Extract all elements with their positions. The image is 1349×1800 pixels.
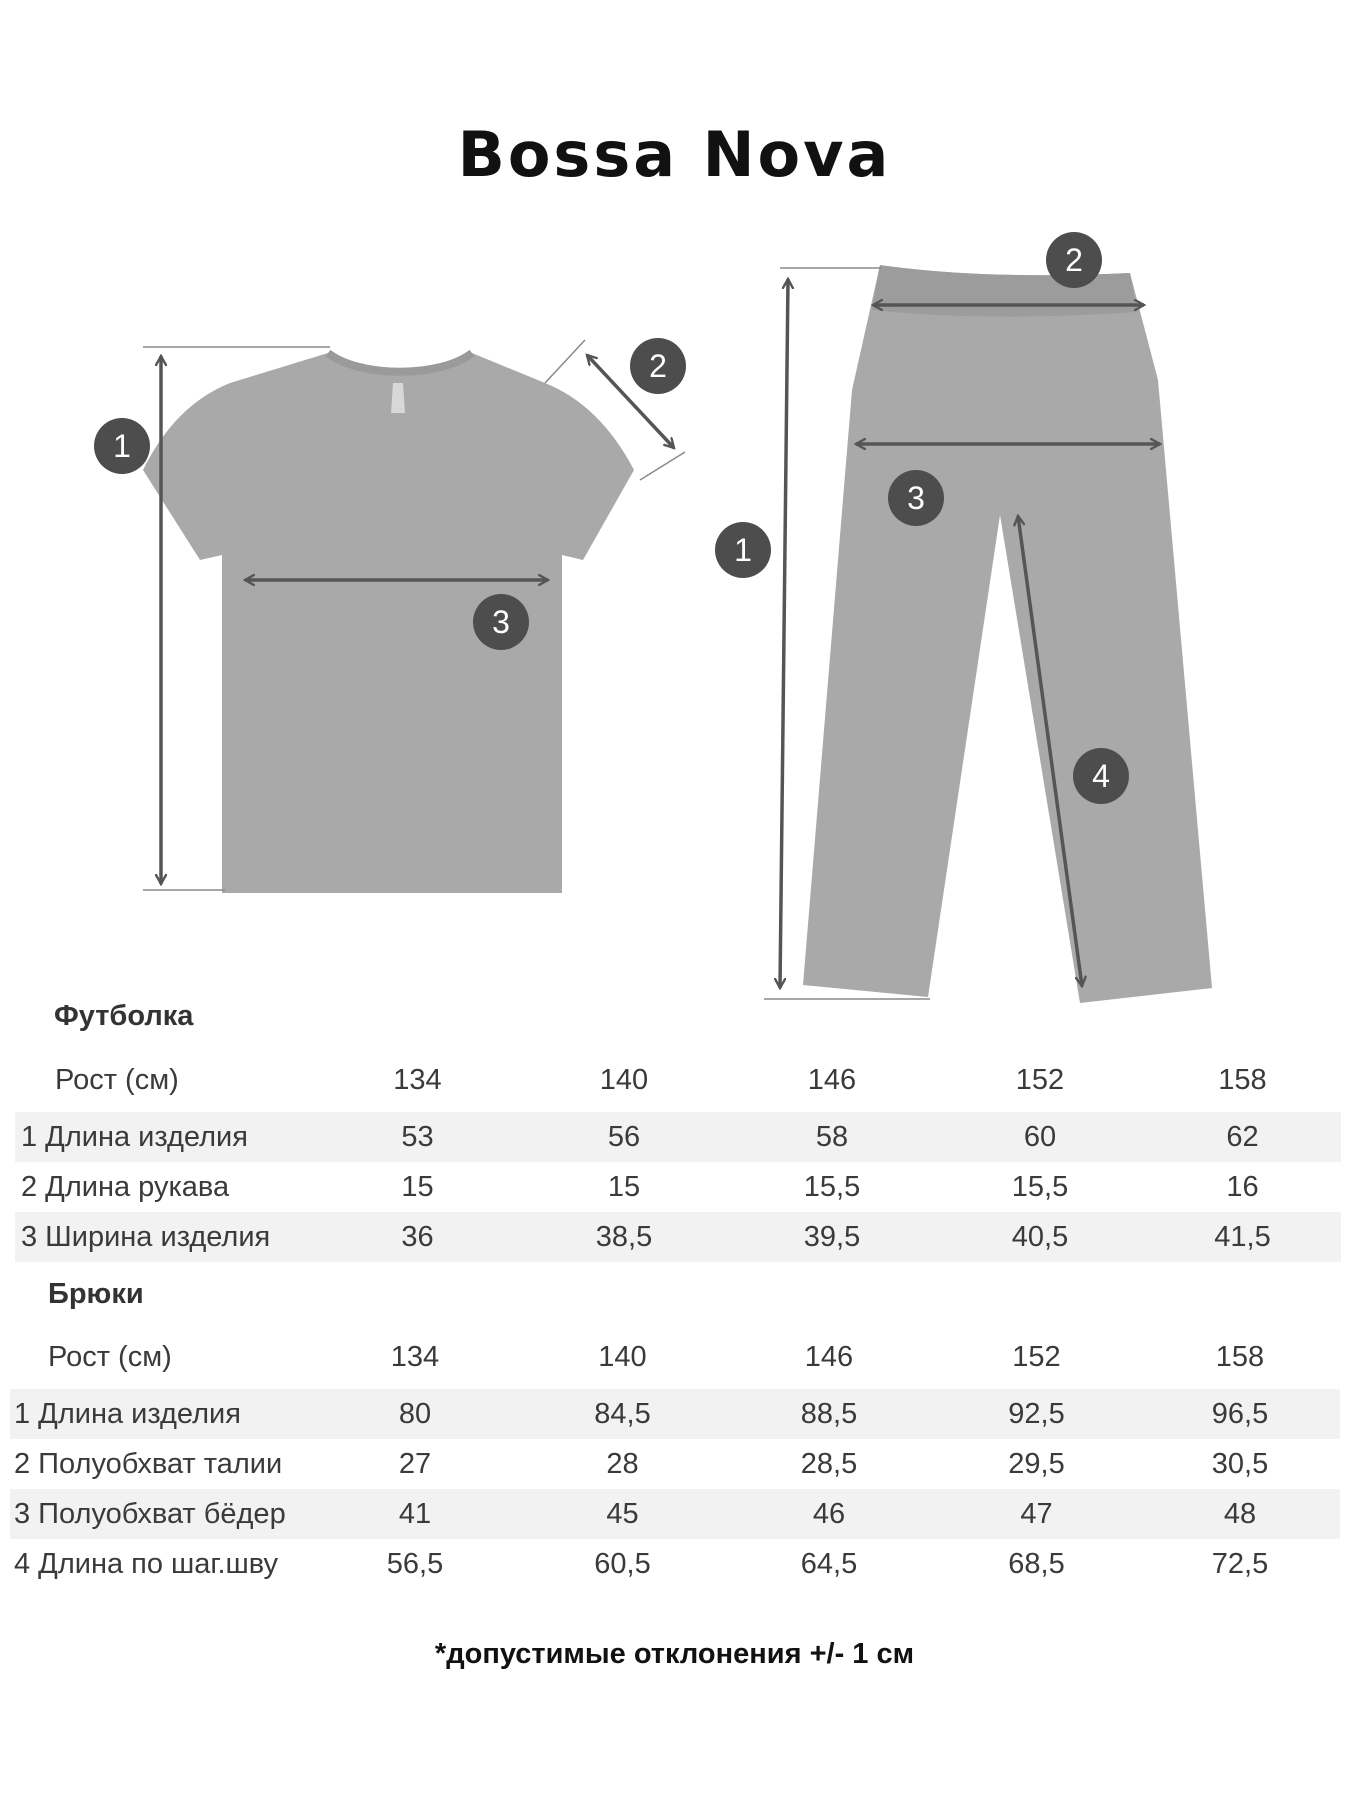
svg-text:4: 4	[1092, 758, 1110, 794]
tshirt-body	[143, 353, 634, 893]
brand-title: Bossa Nova	[457, 118, 892, 191]
tshirt-height-cell: 134	[393, 1063, 442, 1096]
table-row	[15, 1162, 1341, 1212]
svg-text:2: 2	[649, 348, 667, 384]
table-cell: 96,5	[1140, 1389, 1340, 1439]
pants-height-cell: 152	[1012, 1340, 1061, 1373]
table-cell: 60,5	[594, 1547, 651, 1580]
row-label: 1 Длина изделия	[15, 1112, 315, 1162]
table-cell: 15,5	[1011, 1170, 1069, 1203]
row-label: 2 Полуобхват талии	[14, 1447, 283, 1480]
table-cell: 58	[728, 1112, 936, 1162]
tolerance-note: *допустимые отклонения +/- 1 см	[434, 1638, 915, 1670]
pants-marker-2-badge	[1046, 232, 1102, 288]
table-cell: 48	[1140, 1489, 1340, 1539]
pants-illustration	[803, 265, 1212, 1003]
svg-text:1: 1	[113, 428, 131, 464]
table-cell: 41,5	[1144, 1212, 1341, 1262]
row-label: 4 Длина по шаг.шву	[14, 1547, 279, 1580]
table-cell: 40,5	[936, 1212, 1144, 1262]
tshirt-section-title: Футболка	[54, 1000, 194, 1032]
tshirt-illustration	[143, 353, 634, 893]
tshirt-size-table	[15, 1048, 1341, 1262]
table-cell: 38,5	[520, 1212, 728, 1262]
row-label: 1 Длина изделия	[10, 1389, 310, 1439]
pants-section-title: Брюки	[48, 1278, 144, 1310]
table-cell: 15	[607, 1170, 641, 1203]
table-row	[10, 1539, 1340, 1589]
row-label: 2 Длина рукава	[21, 1170, 230, 1203]
table-cell: 45	[520, 1489, 725, 1539]
pants-marker-1-badge	[715, 522, 771, 578]
svg-text:2: 2	[1065, 242, 1083, 278]
tshirt-marker-2-badge	[630, 338, 686, 394]
pants-header-row	[10, 1325, 1340, 1389]
tshirt-height-label: Рост (см)	[55, 1063, 179, 1096]
pants-height-cell: 140	[598, 1340, 647, 1373]
pants-size-table	[10, 1325, 1340, 1589]
table-cell: 28	[606, 1447, 639, 1480]
pants-height-cell: 134	[390, 1340, 440, 1373]
table-cell: 41	[310, 1489, 520, 1539]
tshirt-height-cell: 158	[1218, 1063, 1267, 1096]
table-cell: 88,5	[725, 1389, 933, 1439]
table-cell: 60	[936, 1112, 1144, 1162]
svg-text:3: 3	[492, 604, 510, 640]
table-cell: 62	[1144, 1112, 1341, 1162]
pants-height-cell: 146	[804, 1340, 854, 1373]
table-cell: 16	[1226, 1170, 1259, 1203]
table-cell: 30,5	[1211, 1447, 1269, 1480]
table-row	[10, 1489, 1340, 1539]
table-cell: 39,5	[728, 1212, 936, 1262]
row-label: 3 Полуобхват бёдер	[10, 1489, 310, 1539]
svg-text:1: 1	[734, 532, 752, 568]
pants-height-cell: 158	[1215, 1340, 1265, 1373]
table-cell: 56,5	[386, 1547, 444, 1580]
pants-marker-3-badge	[888, 470, 944, 526]
table-cell: 53	[315, 1112, 520, 1162]
table-cell: 68,5	[1008, 1547, 1065, 1580]
table-row	[10, 1389, 1340, 1439]
table-row	[10, 1439, 1340, 1489]
table-cell: 27	[398, 1447, 432, 1480]
table-cell: 64,5	[800, 1547, 858, 1580]
tshirt-marker-3-badge	[473, 594, 529, 650]
table-cell: 15,5	[803, 1170, 861, 1203]
pants-body	[803, 265, 1212, 1003]
tshirt-header-row	[15, 1048, 1341, 1112]
pants-height-label: Рост (см)	[48, 1340, 172, 1373]
table-cell: 15	[401, 1170, 434, 1203]
table-cell: 92,5	[933, 1389, 1140, 1439]
table-cell: 56	[520, 1112, 728, 1162]
sleeve-bottom-guide	[640, 452, 685, 480]
table-cell: 28,5	[800, 1447, 858, 1480]
table-row	[15, 1212, 1341, 1262]
table-cell: 80	[310, 1389, 520, 1439]
table-cell: 47	[933, 1489, 1140, 1539]
table-cell: 72,5	[1211, 1547, 1269, 1580]
table-cell: 84,5	[520, 1389, 725, 1439]
pants-marker-4-badge	[1073, 748, 1129, 804]
pants-length-arrow	[780, 279, 788, 988]
table-row	[15, 1112, 1341, 1162]
sleeve-top-guide	[545, 340, 585, 383]
tshirt-height-cell: 146	[807, 1063, 857, 1096]
tshirt-label-tag	[391, 383, 405, 413]
table-cell: 29,5	[1008, 1447, 1065, 1480]
tshirt-height-cell: 140	[599, 1063, 649, 1096]
table-cell: 36	[315, 1212, 520, 1262]
table-cell: 46	[725, 1489, 933, 1539]
svg-text:3: 3	[907, 480, 925, 516]
tshirt-height-cell: 152	[1015, 1063, 1065, 1096]
row-label: 3 Ширина изделия	[15, 1212, 315, 1262]
tshirt-marker-1-badge	[94, 418, 150, 474]
